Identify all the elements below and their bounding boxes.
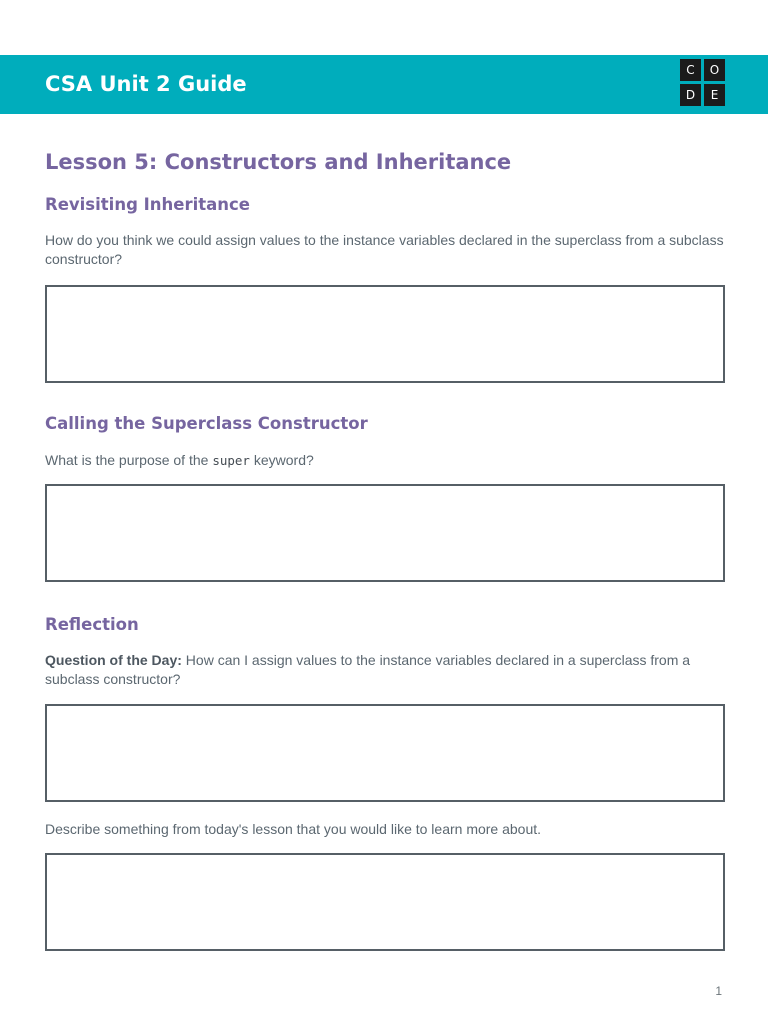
guide-title: CSA Unit 2 Guide — [45, 72, 247, 96]
question-revisiting-inheritance: How do you think we could assign values to the instance variables declared in the superclass from a subclass constructor? — [45, 232, 724, 267]
answer-box-revisiting-inheritance[interactable] — [45, 285, 725, 383]
lesson-title: Lesson 5: Constructors and Inheritance — [45, 150, 512, 174]
section-heading-calling-superclass-constructor: Calling the Superclass Constructor — [45, 414, 368, 433]
section-heading-reflection: Reflection — [45, 615, 139, 634]
page-number: 1 — [715, 984, 722, 998]
question-super-keyword-before: What is the purpose of the — [45, 452, 209, 468]
logo-letter-c: C — [680, 59, 701, 81]
question-learn-more: Describe something from today's lesson that you would like to learn more about. — [45, 821, 542, 837]
super-keyword-code: super — [212, 453, 250, 468]
answer-box-question-of-the-day[interactable] — [45, 704, 725, 802]
question-of-the-day — [45, 651, 725, 689]
logo-letter-e: E — [704, 84, 725, 106]
question-super-keyword — [45, 451, 725, 470]
header-bar — [0, 55, 768, 114]
logo-letter-o: O — [704, 59, 725, 81]
section-heading-revisiting-inheritance: Revisiting Inheritance — [45, 195, 250, 214]
answer-box-learn-more[interactable] — [45, 853, 725, 951]
answer-box-super-keyword[interactable] — [45, 484, 725, 582]
question-super-keyword-after: keyword? — [253, 452, 314, 468]
question-of-the-day-text: How can I assign values to the instance variables declared in a superclass from a subclass constructor? — [45, 652, 691, 687]
logo-letter-d: D — [680, 84, 701, 106]
question-of-the-day-label: Question of the Day: — [45, 652, 182, 668]
code-org-logo — [680, 59, 725, 106]
